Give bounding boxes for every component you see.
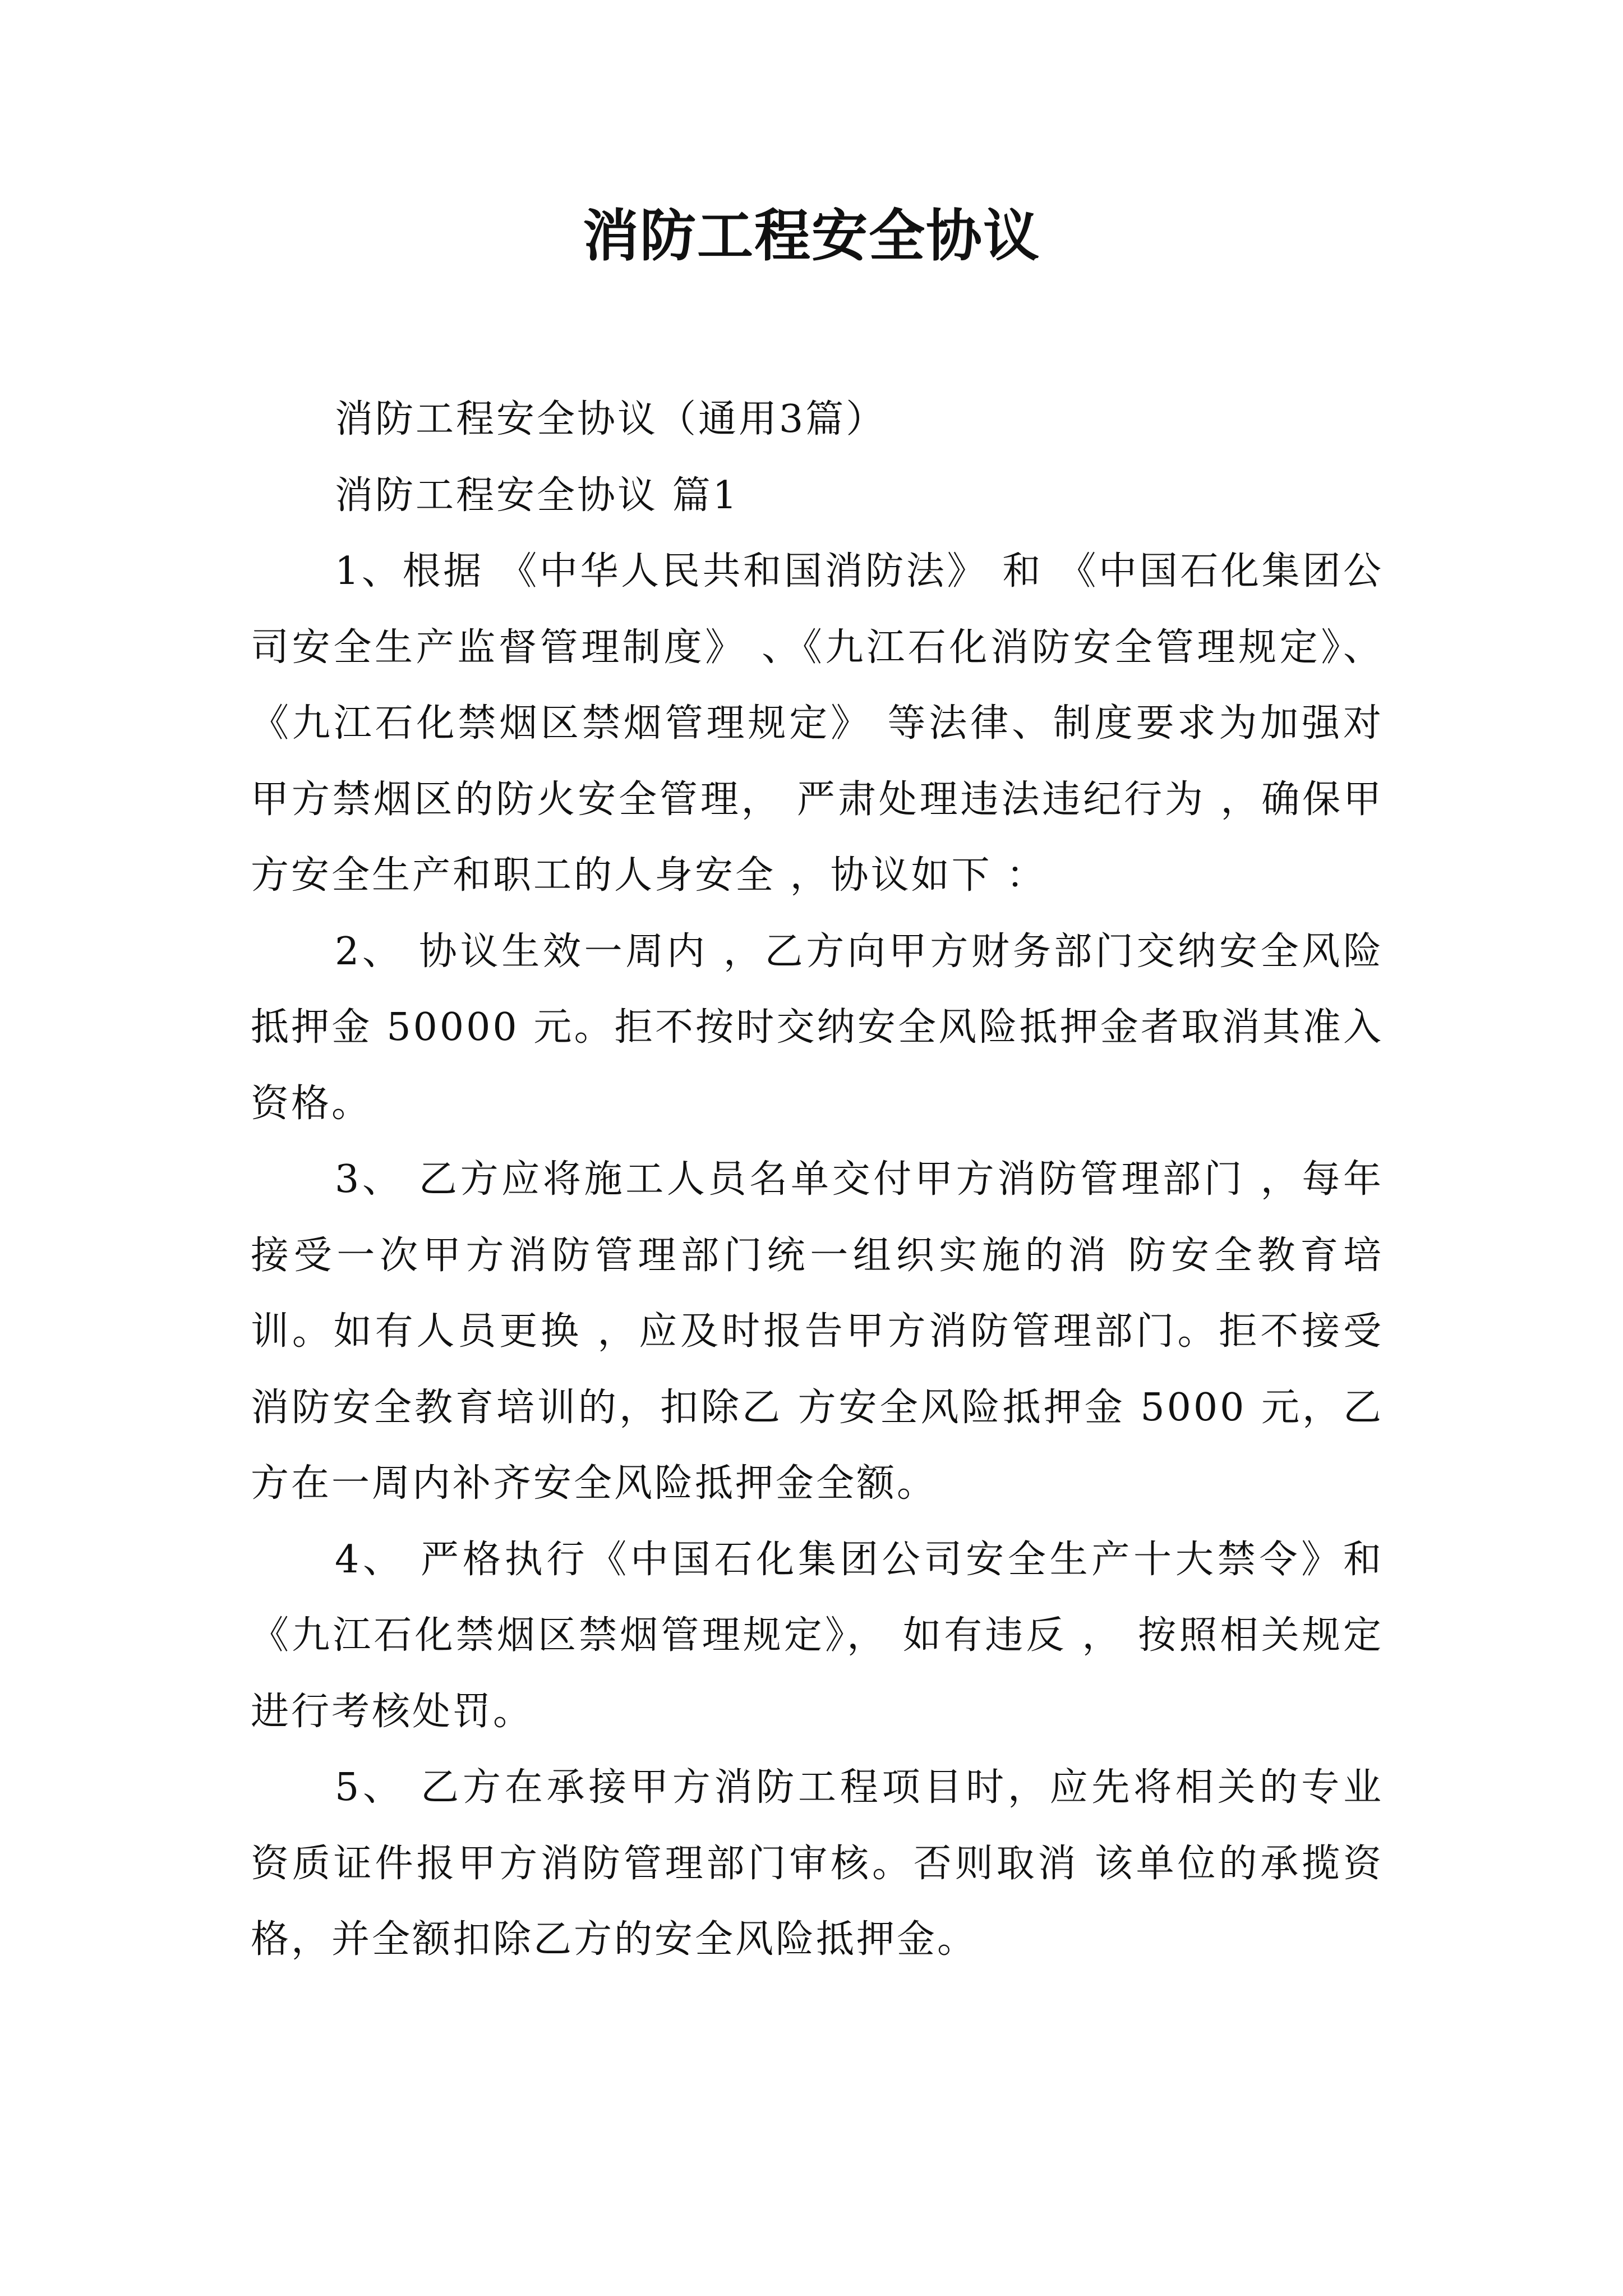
paragraph-3: 3、 乙方应将施工人员名单交付甲方消防管理部门 ，每年接受一次甲方消防管理部门统一组织实施的消 防安全教育培训。如有人员更换 ，应及时报告甲方消防管理部门。拒不接受消防安全教育培训的，扣除乙 方安全风险抵押金 5000 元，乙方在一周内补齐安全风险抵押金全额。 <box>251 1157 1384 1506</box>
paragraph-5: 5、 乙方在承接甲方消防工程项目时，应先将相关的专业资质证件报甲方消防管理部门审核。否则取消 该单位的承揽资格，并全额扣除乙方的安全风险抵押金。 <box>251 1765 1384 1962</box>
paragraph-4: 4、 严格执行《中国石化集团公司安全生产十大禁令》和 《九江石化禁烟区禁烟管理规定》， 如有违反 ， 按照相关规定进行考核处罚。 <box>251 1537 1384 1734</box>
paragraph-1: 1、根据 《中华人民共和国消防法》 和 《中国石化集团公司安全生产监督管理制度》 、《九江石化消防安全管理规定》、《九江石化禁烟区禁烟管理规定》 等法律、制度要求为加强对甲方禁烟区的防火安全管理， 严肃处理违法违纪行为 ，确保甲方安全生产和职工的人身安全 ，协议如下 ： <box>251 549 1384 898</box>
document-subtitle: 消防工程安全协议（通用3篇） <box>335 397 887 441</box>
section-heading: 消防工程安全协议 篇1 <box>335 473 739 518</box>
paragraph-2: 2、 协议生效一周内 ，乙方向甲方财务部门交纳安全风险抵押金 50000 元。拒不按时交纳安全风险抵押金者取消其准入资格。 <box>251 929 1384 1126</box>
document-body <box>251 381 1384 1978</box>
document-title: 消防工程安全协议 <box>583 203 1040 269</box>
